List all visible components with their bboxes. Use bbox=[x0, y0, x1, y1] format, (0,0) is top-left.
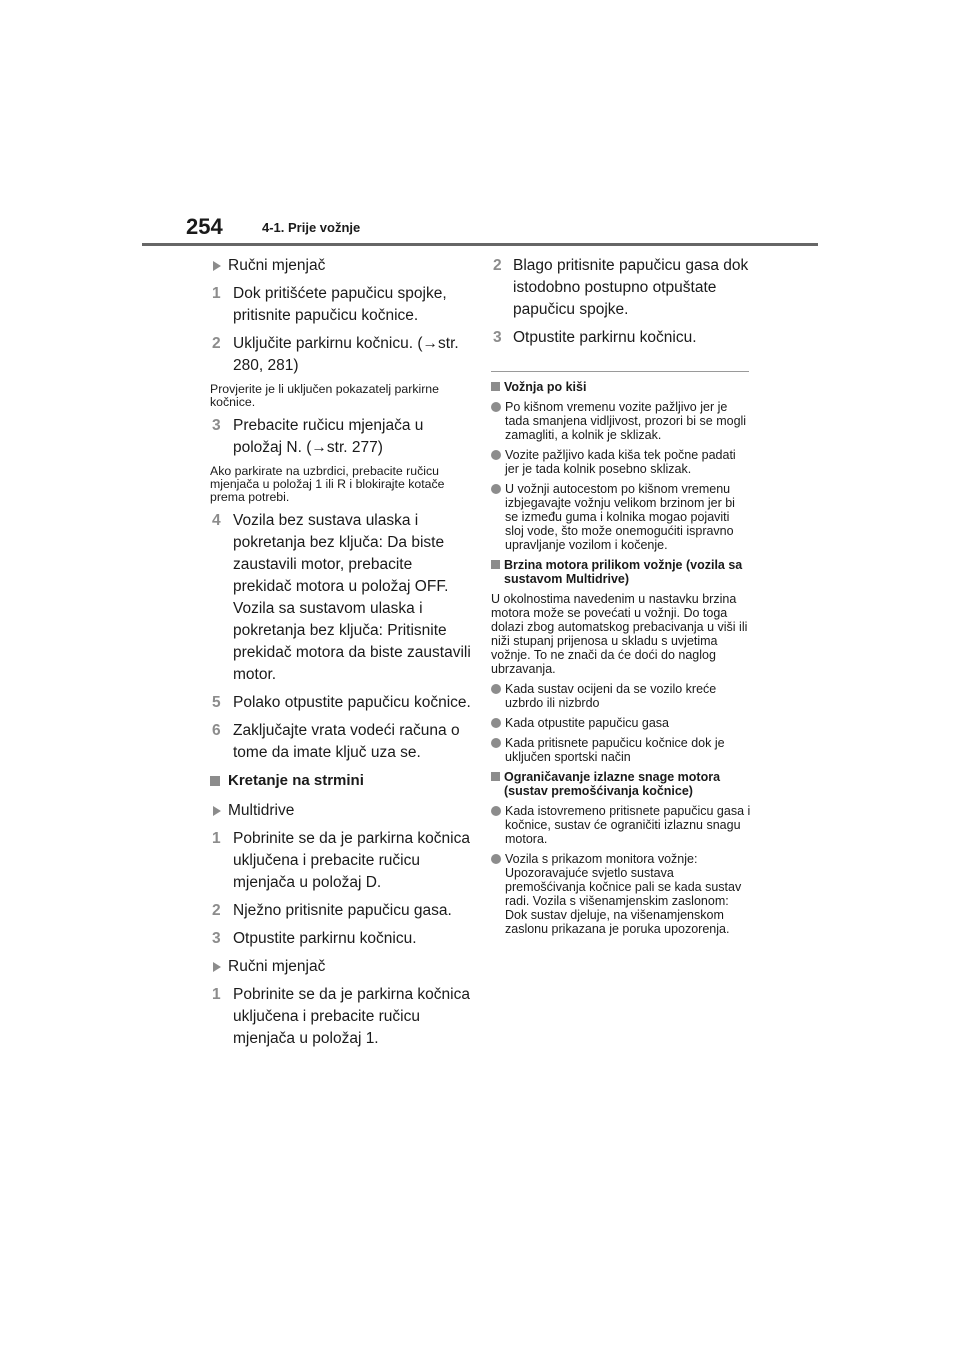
step-text: Otpustite parkirnu kočnicu. bbox=[233, 930, 417, 947]
divider bbox=[491, 371, 749, 372]
bullet-item: Vozila s prikazom monitora vožnje: Upozoravajuće svjetlo sustava premošćivanja kočnice pali se kada sustav radi. Vozila s višenamjenskim zaslonom: Dok sustav djeluje, na višenamjenskom zaslonu prikazana je poruka upozorenja. bbox=[491, 852, 751, 936]
step-item bbox=[210, 510, 472, 686]
bullet-item: U vožnji autocestom po kišnom vremenu izbjegavajte vožnju velikom brzinom jer bi se između guma i kolnika mogao pojaviti sloj vode, što može onemogućiti ispravno upravljanje vozilom i kočenje. bbox=[491, 482, 751, 552]
step-item bbox=[210, 984, 472, 1050]
step-item bbox=[210, 828, 472, 894]
triangle-bullet-icon bbox=[213, 962, 221, 972]
bullet-item: Vozite pažljivo kada kiša tek počne padati jer je tada kolnik posebno sklizak. bbox=[491, 448, 751, 476]
step-text: Pobrinite se da je parkirna kočnica uključena i prebacite ručicu mjenjača u položaj D. bbox=[233, 830, 470, 891]
section-title: 4-1. Prije vožnje bbox=[262, 220, 361, 235]
step-text: Blago pritisnite papučicu gasa dok istodobno postupno otpuštate papučicu spojke. bbox=[513, 257, 749, 318]
step-text: Otpustite parkirnu kočnicu. bbox=[513, 329, 697, 346]
step-item bbox=[210, 692, 472, 714]
header-rule bbox=[142, 243, 818, 246]
triangle-bullet-icon bbox=[213, 806, 221, 816]
step-number: 6 bbox=[212, 722, 221, 739]
step-number: 1 bbox=[212, 285, 221, 302]
step-text: Zaključajte vrata vodeći računa o tome da imate ključ uza se. bbox=[233, 722, 460, 761]
bullet-item: Kada istovremeno pritisnete papučicu gasa i kočnice, sustav će ograničiti izlaznu snagu motora. bbox=[491, 804, 751, 846]
paragraph-text: U okolnostima navedenim u nastavku brzina motora može se povećati u vožnji. Do toga dolazi zbog automatskog prebacivanja u viši ili niži stupanj prijenosa u skladu s uvjetima vožnje. To ne znači da će doći do naglog ubrzavanja. bbox=[491, 592, 748, 676]
circle-bullet-icon bbox=[491, 854, 501, 864]
step-number: 5 bbox=[212, 694, 221, 711]
page-number: 254 bbox=[186, 214, 223, 239]
square-bullet-icon bbox=[210, 776, 220, 786]
step-item bbox=[210, 720, 472, 764]
step-number: 1 bbox=[212, 830, 221, 847]
bullet-item: Kada otpustite papučicu gasa bbox=[491, 716, 751, 730]
triangle-bullet-icon bbox=[213, 261, 221, 271]
heading-engine-speed: Brzina motora prilikom vožnje (vozila sa sustavom Multidrive) bbox=[491, 558, 751, 586]
step-item bbox=[210, 900, 472, 922]
step-item bbox=[210, 333, 472, 377]
note-text: Ako parkirate na uzbrdici, prebacite ručicu mjenjača u položaj 1 ili R i blokirajte kotače prema potrebi. bbox=[210, 464, 445, 504]
circle-bullet-icon bbox=[491, 684, 501, 694]
right-column bbox=[491, 255, 751, 942]
left-column bbox=[210, 255, 472, 1056]
subheading-multidrive: Multidrive bbox=[210, 800, 472, 822]
step-number: 3 bbox=[493, 329, 502, 346]
step-number: 4 bbox=[212, 512, 221, 529]
heading-output-limit: Ograničavanje izlazne snage motora (sustav premošćivanja kočnice) bbox=[491, 770, 751, 798]
step-number: 2 bbox=[493, 257, 502, 274]
step-number: 3 bbox=[212, 417, 221, 434]
bullet-item: Po kišnom vremenu vozite pažljivo jer je tada smanjena vidljivost, prozori bi se mogli zamagliti, a kolnik je sklizak. bbox=[491, 400, 751, 442]
step-text: Polako otpustite papučicu kočnice. bbox=[233, 694, 471, 711]
bullet-item: Kada pritisnete papučicu kočnice dok je uključen sportski način bbox=[491, 736, 751, 764]
step-item bbox=[491, 327, 751, 349]
circle-bullet-icon bbox=[491, 450, 501, 460]
step-number: 2 bbox=[212, 902, 221, 919]
step-text: Pobrinite se da je parkirna kočnica uključena i prebacite ručicu mjenjača u položaj 1. bbox=[233, 986, 470, 1047]
section-heading-slope: Kretanje na strmini bbox=[210, 770, 472, 792]
subheading-manual: Ručni mjenjač bbox=[210, 255, 472, 277]
note-text: Provjerite je li uključen pokazatelj parkirne kočnice. bbox=[210, 382, 439, 409]
step-text: Uključite parkirnu kočnicu. (→str. 280, 281) bbox=[233, 335, 459, 374]
step-text: Nježno pritisnite papučicu gasa. bbox=[233, 902, 452, 919]
step-item bbox=[210, 928, 472, 950]
step-item bbox=[210, 415, 472, 459]
step-number: 1 bbox=[212, 986, 221, 1003]
circle-bullet-icon bbox=[491, 484, 501, 494]
square-bullet-icon bbox=[491, 772, 500, 781]
step-item bbox=[210, 283, 472, 327]
heading-rain: Vožnja po kiši bbox=[491, 380, 751, 394]
circle-bullet-icon bbox=[491, 806, 501, 816]
step-item bbox=[491, 255, 751, 321]
circle-bullet-icon bbox=[491, 402, 501, 412]
circle-bullet-icon bbox=[491, 718, 501, 728]
circle-bullet-icon bbox=[491, 738, 501, 748]
square-bullet-icon bbox=[491, 560, 500, 569]
square-bullet-icon bbox=[491, 382, 500, 391]
step-text: Dok pritišćete papučicu spojke, pritisnite papučicu kočnice. bbox=[233, 285, 447, 324]
step-text: Vozila bez sustava ulaska i pokretanja bez ključa: Da biste zaustavili motor, prebacite prekidač motora u položaj OFF. Vozila sa sustavom ulaska i pokretanja bez ključa: Pritisnite prekidač motora da biste zaustavili motor. bbox=[233, 512, 471, 683]
step-number: 3 bbox=[212, 930, 221, 947]
bullet-item: Kada sustav ocijeni da se vozilo kreće uzbrdo ili nizbrdo bbox=[491, 682, 751, 710]
step-text: Prebacite ručicu mjenjača u položaj N. (→str. 277) bbox=[233, 417, 424, 456]
step-number: 2 bbox=[212, 335, 221, 352]
subheading-manual-2: Ručni mjenjač bbox=[210, 956, 472, 978]
